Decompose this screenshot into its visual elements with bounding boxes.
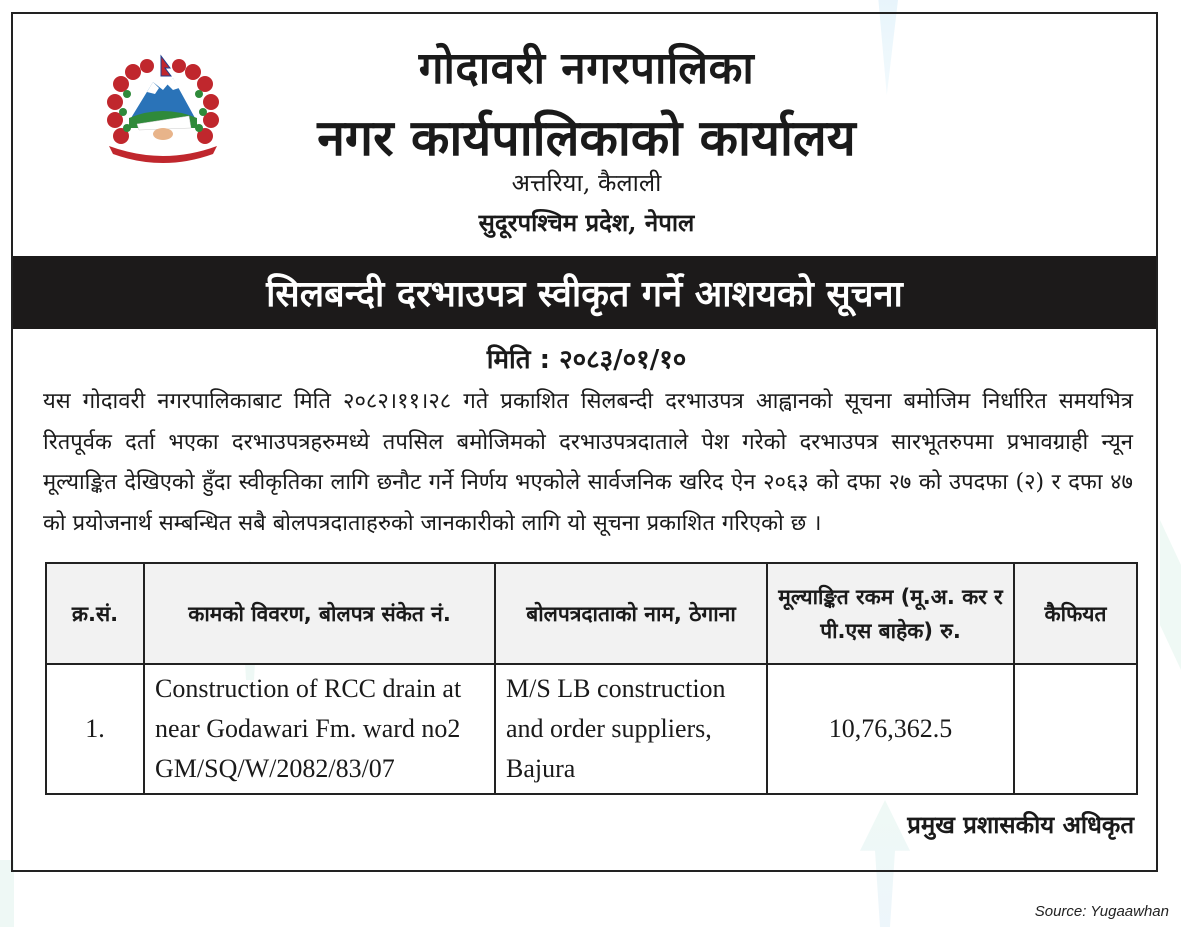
work-line: Construction of RCC drain at: [155, 674, 462, 703]
col-header-work-description: कामको विवरण, बोलपत्र संकेत नं.: [144, 563, 495, 664]
bidder-line: and order suppliers,: [506, 714, 712, 743]
bidder-line: M/S LB construction: [506, 674, 726, 703]
notice-document: [11, 12, 1158, 872]
col-header-bidder: बोलपत्रदाताको नाम, ठेगाना: [495, 563, 767, 664]
address-line-2: सुदूरपश्चिम प्रदेश, नेपाल: [478, 208, 695, 237]
notice-heading-band: [13, 256, 1156, 329]
notice-heading: सिलबन्दी दरभाउपत्र स्वीकृत गर्ने आशयको सूचना: [266, 274, 903, 315]
cell-work-description: [144, 664, 495, 794]
table-header-row: [46, 563, 1137, 664]
col-header-remarks: कैफियत: [1014, 563, 1137, 664]
cell-amount: 10,76,362.5: [767, 664, 1014, 794]
bid-code: GM/SQ/W/2082/83/07: [155, 754, 395, 783]
bidder-address: Bajura: [506, 754, 576, 783]
signature-title: प्रमुख प्रशासकीय अधिकृत: [907, 811, 1134, 839]
office-name: नगर कार्यपालिकाको कार्यालय: [317, 109, 856, 167]
cell-bidder: [495, 664, 767, 794]
bid-table: [45, 562, 1138, 795]
cell-serial: 1.: [46, 664, 144, 794]
notice-date: मिति : २०८३/०१/१०: [486, 345, 687, 375]
col-header-amount: मूल्याङ्कित रकम (मू.अ. कर र पी.एस बाहेक) रु.: [767, 563, 1014, 664]
notice-body: यस गोदावरी नगरपालिकाबाट मिति २०८२।११।२८ गते प्रकाशित सिलबन्दी दरभाउपत्र आह्वानको सूचना बमोजिम निर्धारित समयभित्र रितपूर्वक दर्ता भएका दरभाउपत्रहरुमध्ये तपसिल बमोजिमको दरभाउपत्रदाताले पेश गरेको दरभाउपत्र सारभूतरुपमा प्रभावग्राही न्यून मूल्याङ्कित देखिएको हुँदा स्वीकृतिका लागि छनौट गर्ने निर्णय भएकोले सार्वजनिक खरिद ऐन २०६३ को दफा २७ को उपदफा (२) र दफा ४७ को प्रयोजनार्थ सम्बन्धित सबै बोलपत्रदाताहरुको जानकारीको लागि यो सूचना प्रकाशित गरिएको छ ।: [43, 389, 1133, 536]
watermark-arrow: [1160, 520, 1181, 670]
municipality-name: गोदावरी नगरपालिका: [418, 43, 755, 94]
col-header-serial: क्र.सं.: [46, 563, 144, 664]
cell-remarks: [1014, 664, 1137, 794]
address-line-1: अत्तरिया, कैलाली: [511, 169, 662, 197]
source-credit: Source: Yugaawhan: [1034, 903, 1169, 920]
table-row: [46, 664, 1137, 794]
work-line: near Godawari Fm. ward no2: [155, 714, 461, 743]
